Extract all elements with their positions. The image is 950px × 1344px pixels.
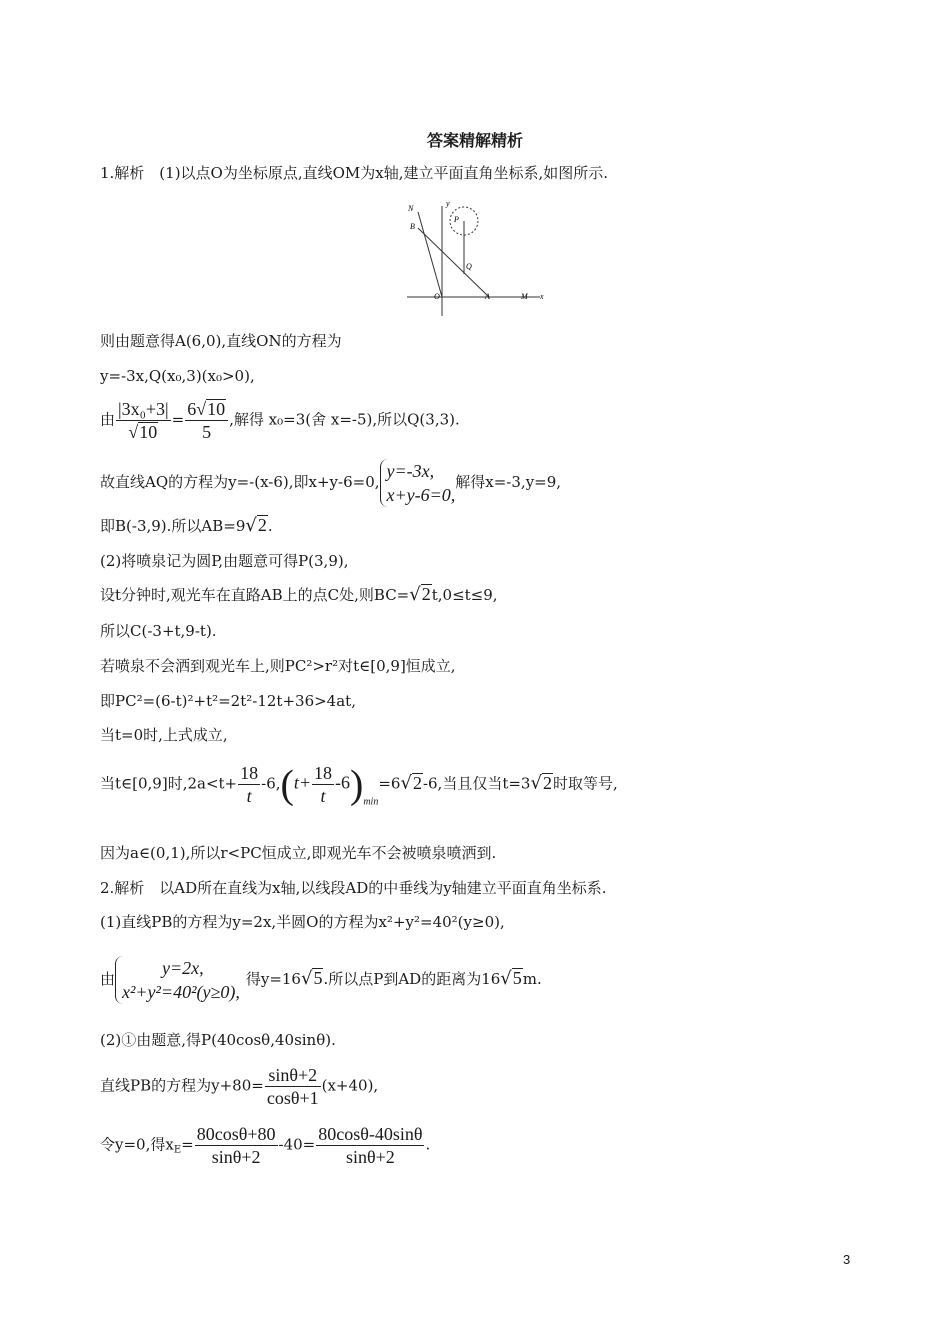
label-N: N [408, 204, 414, 213]
label-O: O [434, 292, 440, 301]
label-M: M [521, 292, 528, 301]
text-line: 若喷泉不会洒到观光车上,则PC²>r²对t∈[0,9]恒成立, [100, 657, 456, 675]
text-line: 即PC²=(6-t)²+t²=2t²-12t+36>4at, [100, 692, 356, 710]
coordinate-figure [405, 198, 550, 320]
solution-2-intro: 2.解析 以AD所在直线为x轴,以线段AD的中垂线为y轴建立平面直角坐标系. [100, 879, 607, 897]
text-line: 所以C(-3+t,9-t). [100, 622, 217, 640]
text-line: 则由题意得A(6,0),直线ON的方程为 [100, 332, 342, 350]
text-line: (2)①由题意,得P(40cosθ,40sinθ). [100, 1031, 336, 1049]
equation-line: 直线PB的方程为y+80= $\frac{\sin\theta+2}{\cos\theta+1}$ (x+40), [100, 1065, 379, 1108]
equation-line: 由 $\frac{\text{|3x₀+3|}}{√10}$ = $\frac{6√10}{5}$ ,解得 x₀=3(舍 x=-5),所以Q(3,3). [100, 399, 460, 442]
page-number: 3 [843, 1252, 851, 1267]
line-ON [418, 212, 442, 297]
equation-line: 由 y=2x, x²+y²=40²(y≥0), 得y=16√5.所以点P到AD的距离为16√5m. [100, 958, 542, 1002]
label-x: x [540, 292, 544, 301]
text-line: 当t=0时,上式成立, [100, 726, 228, 744]
equation-line: 即B(-3,9).所以AB=9√2. [100, 515, 273, 536]
solution-1-intro: 1.解析 (1)以点O为坐标原点,直线OM为x轴,建立平面直角坐标系,如图所示. [100, 164, 609, 182]
label-y: y [446, 199, 450, 208]
equation-line: 令y=0,得$x_E=$ $\frac{80\cos\theta+80}{\sin\theta+2}$ -40= $\frac{80\cos\theta-40\sin\theta}{\sin\theta+2}$ . [100, 1124, 431, 1167]
text-line: 因为a∈(0,1),所以r<PC恒成立,即观光车不会被喷泉喷洒到. [100, 844, 497, 862]
equation-line: 故直线AQ的方程为y=-(x-6),即x+y-6=0, y=-3x, x+y-6=0, 解得x=-3,y=9, [100, 461, 562, 505]
page-title: 答案精解精析 [426, 131, 523, 150]
label-A: A [485, 292, 490, 301]
label-P: P [454, 215, 459, 224]
line-AB [418, 228, 489, 297]
label-B: B [410, 222, 415, 231]
label-Q: Q [466, 262, 472, 271]
text-line: y=-3x,Q(x₀,3)(x₀>0), [100, 367, 255, 385]
equation-line: 当t∈[0,9]时,2a<t+ $\frac{18}{t}$ -6,(t+ $\frac{18}{t}$ $-6)_{min}=6√2-6$,当且仅当t=3√2时取等号, [100, 761, 618, 808]
text-line: (2)将喷泉记为圆P,由题意可得P(3,9), [100, 552, 349, 570]
text-line: (1)直线PB的方程为y=2x,半圆O的方程为x²+y²=40²(y≥0), [100, 913, 505, 931]
equation-line: 设t分钟时,观光车在直路AB上的点C处,则BC=√2t,0≤t≤9, [100, 584, 498, 605]
